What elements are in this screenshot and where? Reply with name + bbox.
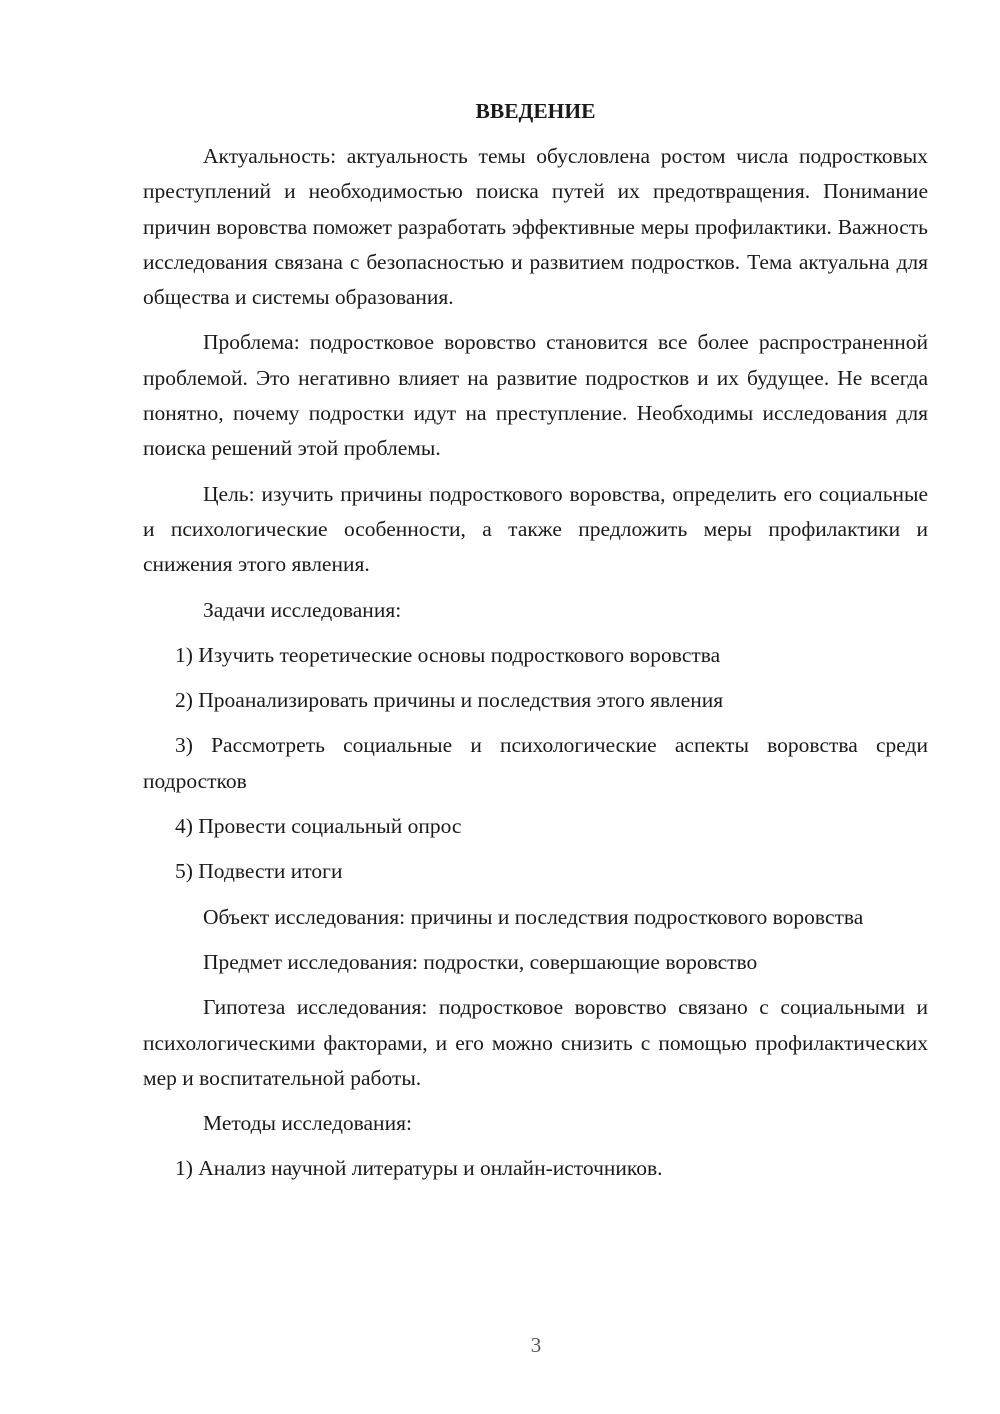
task-item-3: 3) Рассмотреть социальные и психологические аспекты воровства среди подростков (143, 733, 928, 793)
tasks-heading: Задачи исследования: (203, 597, 402, 622)
task-item-1: 1) Изучить теоретические основы подросткового воровства (175, 642, 721, 667)
document-page (143, 94, 928, 1197)
task-item-4: 4) Провести социальный опрос (175, 814, 462, 839)
paragraph-goal: Цель: изучить причины подросткового воровства, определить его социальные и психологические особенности, а также предложить меры профилактики и снижения этого явления. (143, 481, 928, 577)
paragraph-hypothesis: Гипотеза исследования: подростковое воровство связано с социальными и психологическими факторами, и его можно снизить с помощью профилактических мер и воспитательной работы. (143, 995, 928, 1090)
task-item-2: 2) Проанализировать причины и последствия этого явления (175, 688, 724, 713)
paragraph-object: Объект исследования: причины и последствия подросткового воровства (203, 904, 864, 929)
task-item-5: 5) Подвести итоги (175, 859, 343, 884)
paragraph-problem: Проблема: подростковое воровство становится все более распространенной проблемой. Это негативно влияет на развитие подростков и их будущее. Не всегда понятно, почему подростки идут на преступление. Необходимы исследования для поиска решений этой проблемы. (143, 330, 928, 461)
method-item-1: 1) Анализ научной литературы и онлайн-источников. (175, 1156, 663, 1181)
page-number: 3 (530, 1333, 542, 1357)
paragraph-relevance: Актуальность: актуальность темы обусловлена ростом числа подростковых преступлений и необходимостью поиска путей их предотвращения. Понимание причин воровства поможет разработать эффективные меры профилактики. Важность исследования связана с безопасностью и развитием подростков. Тема актуальна для общества и системы образования. (143, 144, 928, 310)
page-title: ВВЕДЕНИЕ (475, 99, 596, 123)
paragraph-subject: Предмет исследования: подростки, совершающие воровство (203, 949, 758, 974)
methods-heading: Методы исследования: (203, 1111, 412, 1136)
